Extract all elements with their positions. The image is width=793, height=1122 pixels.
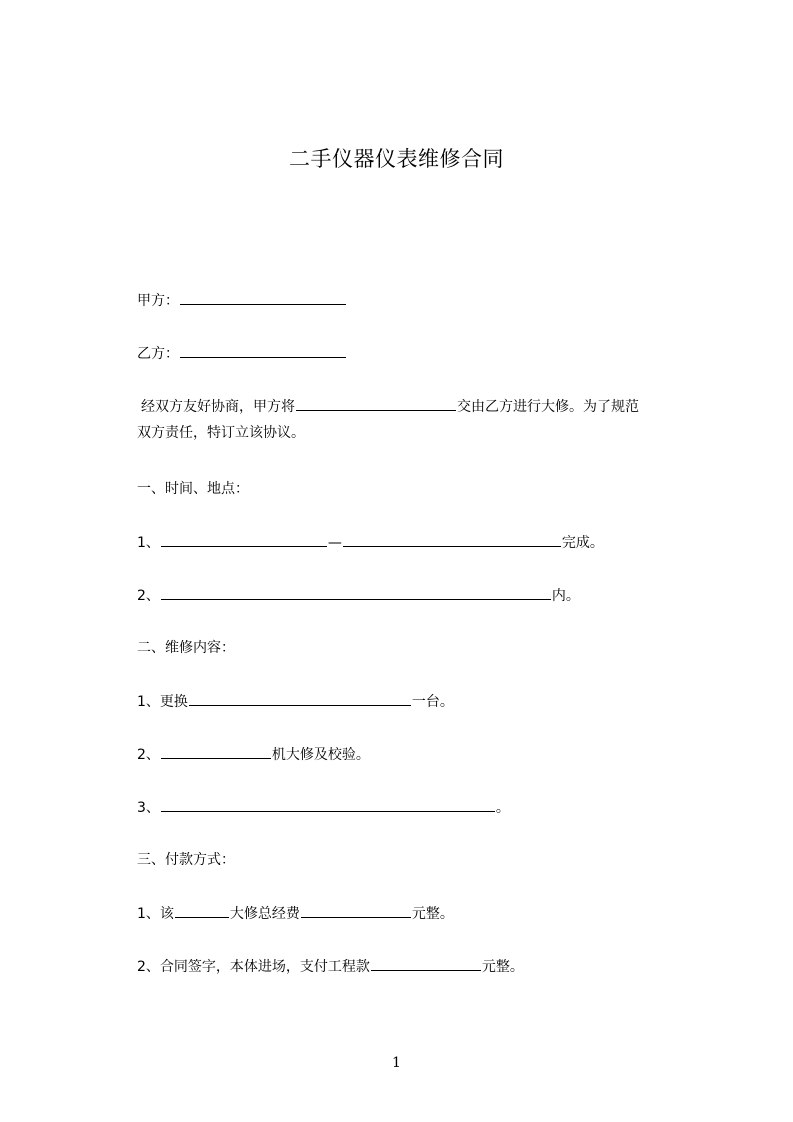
other-content-blank[interactable] bbox=[161, 797, 495, 812]
section2-item3-suffix: 。 bbox=[495, 800, 510, 816]
section3-heading: 三、付款方式： bbox=[137, 852, 235, 868]
intro-device-blank[interactable] bbox=[296, 396, 456, 411]
section1-item2-prefix: 2、 bbox=[137, 588, 160, 604]
section2-item2-suffix: 机大修及校验。 bbox=[271, 747, 370, 763]
section3-item2 bbox=[137, 956, 524, 977]
section1-heading: 一、时间、地点： bbox=[137, 481, 249, 497]
party-b-label: 乙方： bbox=[137, 346, 179, 362]
intro-paragraph bbox=[137, 394, 717, 446]
section1-item1-suffix: 完成。 bbox=[561, 535, 604, 551]
section3-item1-mid: 大修总经费 bbox=[229, 906, 300, 922]
section2-heading: 二、维修内容： bbox=[137, 640, 235, 656]
payment-amount-blank[interactable] bbox=[371, 956, 481, 971]
section1-item1 bbox=[137, 532, 604, 553]
document-title: 二手仪器仪表维修合同 bbox=[289, 147, 504, 171]
section3-item1-prefix: 1、该 bbox=[137, 906, 174, 922]
party-a-blank[interactable] bbox=[180, 290, 346, 305]
section3-item2-suffix: 元整。 bbox=[481, 959, 524, 975]
intro-text-3: 双方责任，特订立该协议。 bbox=[137, 425, 305, 441]
page-number: 1 bbox=[392, 1055, 401, 1071]
machine-blank[interactable] bbox=[161, 744, 271, 759]
party-a-label: 甲方： bbox=[137, 293, 179, 309]
section1-item2 bbox=[137, 585, 580, 606]
total-cost-blank[interactable] bbox=[301, 903, 411, 918]
start-time-blank[interactable] bbox=[161, 532, 327, 547]
end-time-blank[interactable] bbox=[343, 532, 561, 547]
party-b-blank[interactable] bbox=[180, 343, 346, 358]
section2-item3 bbox=[137, 797, 510, 818]
section2-item1-suffix: 一台。 bbox=[411, 694, 454, 710]
section2-item1-prefix: 1、更换 bbox=[137, 694, 188, 710]
party-b-line bbox=[137, 343, 347, 364]
section1-item1-prefix: 1、 bbox=[137, 535, 160, 551]
intro-text-1: 经双方友好协商，甲方将 bbox=[141, 399, 295, 415]
section1-item2-suffix: 内。 bbox=[551, 588, 580, 604]
section3-item2-prefix: 2、合同签字，本体进场，支付工程款 bbox=[137, 959, 370, 975]
item-blank[interactable] bbox=[175, 903, 229, 918]
section1-item1-dash: — bbox=[327, 535, 342, 551]
location-blank[interactable] bbox=[161, 585, 551, 600]
section3-item1 bbox=[137, 903, 454, 924]
section2-item3-prefix: 3、 bbox=[137, 800, 160, 816]
replace-part-blank[interactable] bbox=[189, 691, 411, 706]
party-a-line bbox=[137, 290, 347, 311]
section2-item2-prefix: 2、 bbox=[137, 747, 160, 763]
section3-item1-suffix: 元整。 bbox=[411, 906, 454, 922]
section2-item1 bbox=[137, 691, 454, 712]
intro-text-2: 交由乙方进行大修。为了规范 bbox=[457, 399, 639, 415]
section2-item2 bbox=[137, 744, 370, 765]
